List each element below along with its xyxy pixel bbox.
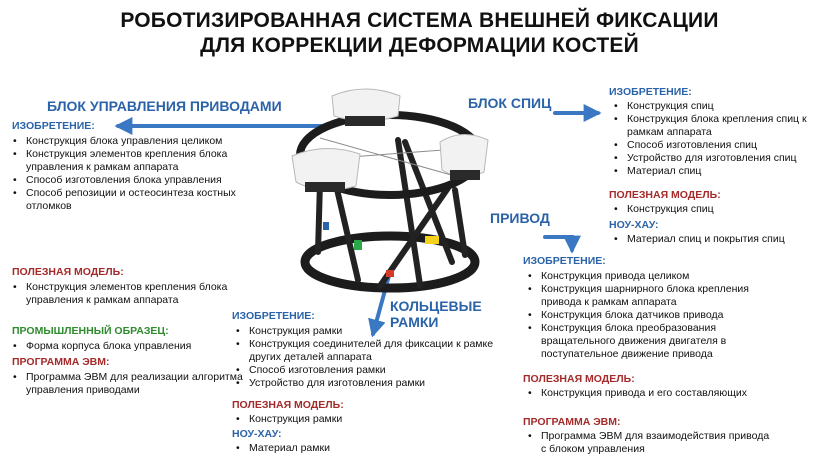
list-item: • Конструкция элементов крепления блока управления к рамкам аппарата xyxy=(11,148,251,174)
arrow-to-drive xyxy=(545,237,572,250)
list-item: • Конструкция элементов крепления блока управления к рамкам аппарата xyxy=(11,281,251,307)
list-item: • Конструкция соединителей для фиксации к рамке других деталей аппарата xyxy=(234,338,504,364)
list-item: • Форма корпуса блока управления xyxy=(11,340,251,353)
list-item: • Конструкция блока преобразования вращательного движения двигателя в поступательное движение привода xyxy=(526,322,771,361)
ring-knowhow-list xyxy=(234,442,504,455)
list-item: • Конструкция спиц xyxy=(612,203,834,216)
drive-software-label: ПРОГРАММА ЭВМ: xyxy=(523,416,621,428)
list-item: • Конструкция спиц xyxy=(612,100,834,113)
list-item: • Способ изготовления рамки xyxy=(234,364,504,377)
wire-utility-list xyxy=(612,203,834,216)
control-design-label: ПРОМЫШЛЕННЫЙ ОБРАЗЕЦ: xyxy=(12,325,169,337)
drive-invention-label: ИЗОБРЕТЕНИЕ: xyxy=(523,255,606,267)
ring-frames-heading-line-1: КОЛЬЦЕВЫЕ xyxy=(390,298,482,314)
title-line-1: РОБОТИЗИРОВАННАЯ СИСТЕМА ВНЕШНЕЙ ФИКСАЦИИ xyxy=(120,9,719,32)
ring-invention-list xyxy=(234,325,504,390)
red-joint xyxy=(386,270,394,277)
list-item: • Устройство для изготовления рамки xyxy=(234,377,504,390)
list-item: • Конструкция блока датчиков привода xyxy=(526,309,771,322)
control-block-heading: БЛОК УПРАВЛЕНИЯ ПРИВОДАМИ xyxy=(47,98,282,114)
ring-utility-list xyxy=(234,413,504,426)
list-item: • Способ изготовления спиц xyxy=(612,139,834,152)
control-units xyxy=(292,89,488,192)
list-item: • Материал спиц xyxy=(612,165,834,178)
control-software-list xyxy=(11,371,251,397)
list-item: • Конструкция шарнирного блока крепления привода к рамкам аппарата xyxy=(526,283,771,309)
drive-utility-list xyxy=(526,387,771,400)
drive-utility-label: ПОЛЕЗНАЯ МОДЕЛЬ: xyxy=(523,373,635,385)
list-item: • Программа ЭВМ для взаимодействия привода с блоком управления xyxy=(526,430,771,456)
control-design-list xyxy=(11,340,251,353)
control-invention-label: ИЗОБРЕТЕНИЕ: xyxy=(12,120,95,132)
wire-block-heading: БЛОК СПИЦ xyxy=(468,95,552,111)
list-item: • Материал спиц и покрытия спиц xyxy=(612,233,834,246)
wire-utility-label: ПОЛЕЗНАЯ МОДЕЛЬ: xyxy=(609,189,721,201)
control-utility-list xyxy=(11,281,251,307)
list-item: • Конструкция рамки xyxy=(234,413,504,426)
wire-invention-list xyxy=(612,100,834,178)
ring-frames-heading-line-2: РАМКИ xyxy=(390,314,439,330)
ring-invention-label: ИЗОБРЕТЕНИЕ: xyxy=(232,310,315,322)
green-joint xyxy=(354,240,362,250)
drive-software-list xyxy=(526,430,771,456)
list-item: • Конструкция привода целиком xyxy=(526,270,771,283)
wire-knowhow-label: НОУ-ХАУ: xyxy=(609,219,659,231)
blue-joint xyxy=(323,222,329,230)
ring-knowhow-label: НОУ-ХАУ: xyxy=(232,428,282,440)
list-item: • Способ изготовления блока управления xyxy=(11,174,251,187)
list-item: • Способ репозиции и остеосинтеза костных отломков xyxy=(11,187,251,213)
ring-utility-label: ПОЛЕЗНАЯ МОДЕЛЬ: xyxy=(232,399,344,411)
yellow-joint xyxy=(425,236,439,244)
control-invention-list xyxy=(11,135,251,213)
control-software-label: ПРОГРАММА ЭВМ: xyxy=(12,356,110,368)
control-utility-label: ПОЛЕЗНАЯ МОДЕЛЬ: xyxy=(12,266,124,278)
list-item: • Материал рамки xyxy=(234,442,504,455)
list-item: • Конструкция рамки xyxy=(234,325,504,338)
title-line-2: ДЛЯ КОРРЕКЦИИ ДЕФОРМАЦИИ КОСТЕЙ xyxy=(200,34,639,57)
list-item: • Конструкция привода и его составляющих xyxy=(526,387,771,400)
list-item: • Устройство для изготовления спиц xyxy=(612,152,834,165)
list-item: • Конструкция блока управления целиком xyxy=(11,135,251,148)
wire-knowhow-list xyxy=(612,233,834,246)
drive-invention-list xyxy=(526,270,771,361)
list-item: • Программа ЭВМ для реализации алгоритма управления приводами xyxy=(11,371,251,397)
drive-heading: ПРИВОД xyxy=(490,210,550,226)
list-item: • Конструкция блока крепления спиц к рамкам аппарата xyxy=(612,113,834,139)
wire-invention-label: ИЗОБРЕТЕНИЕ: xyxy=(609,86,692,98)
